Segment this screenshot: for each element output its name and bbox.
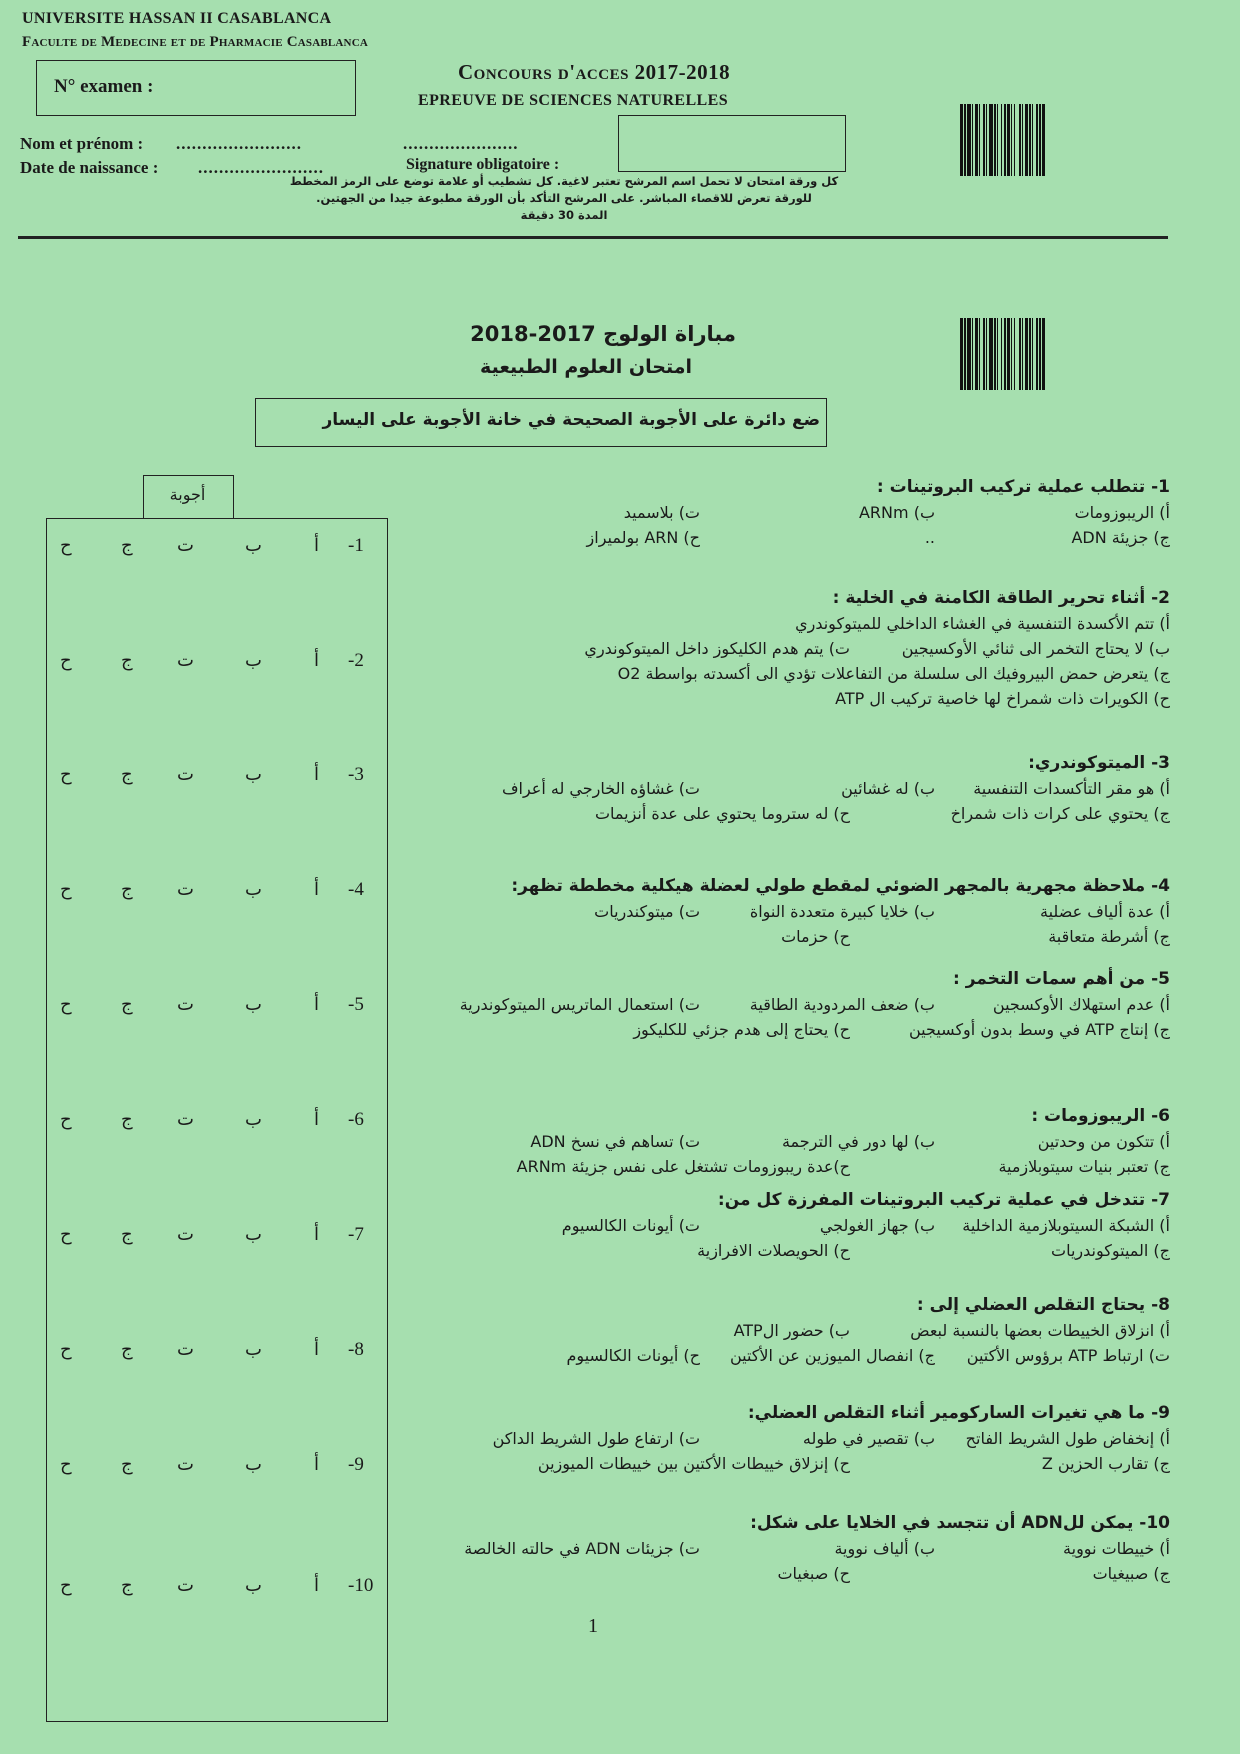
answer-option[interactable]: ت xyxy=(177,650,194,671)
answer-option[interactable]: ح xyxy=(60,1224,72,1245)
question-title: 3- الميتوكوندري: xyxy=(1028,753,1170,773)
answer-option[interactable]: ح xyxy=(60,1454,72,1475)
concours-title: Concours d'acces 2017-2018 xyxy=(458,60,731,84)
question-option: ب) لا يحتاج التخمر الى ثنائي الأوكسيجين xyxy=(901,639,1170,658)
question-option: ج) يحتوي على كرات ذات شمراخ xyxy=(950,804,1170,823)
answer-row-number: -8 xyxy=(348,1339,364,1360)
question-option: ت) بلاسميد xyxy=(623,503,700,522)
name-field-2[interactable]: ...................... xyxy=(403,134,519,153)
question-title: 6- الريبوزومات : xyxy=(1031,1106,1170,1126)
answer-row-number: -7 xyxy=(348,1224,364,1245)
epreuve-title: EPREUVE DE SCIENCES NATURELLES xyxy=(418,92,728,109)
answer-row xyxy=(46,764,386,794)
question-option: ب) لها دور في الترجمة xyxy=(781,1132,935,1151)
answer-row-number: -5 xyxy=(348,994,364,1015)
signature-box[interactable] xyxy=(618,115,846,172)
answer-row xyxy=(46,879,386,909)
question-option: أ) عدة ألياف عضلية xyxy=(1039,902,1170,921)
answer-option[interactable]: ب xyxy=(245,994,262,1015)
question-block xyxy=(450,1187,1170,1263)
question-option: ح) يحتاج إلى هدم جزئي للكليكوز xyxy=(633,1020,850,1039)
question-title: 10- يمكن للADN أن تتجسد في الخلايا على شكل: xyxy=(750,1513,1170,1533)
question-option: أ) إنخفاض طول الشريط الفاتح xyxy=(965,1429,1170,1448)
page-number: 1 xyxy=(588,1615,598,1637)
question-option: ح) أيونات الكالسيوم xyxy=(566,1346,700,1365)
question-option: أ) هو مقر التأكسدات التنفسية xyxy=(973,779,1170,798)
answer-row-number: -3 xyxy=(348,764,364,785)
question-options-line xyxy=(450,1536,1170,1561)
answer-option[interactable]: ب xyxy=(245,1339,262,1360)
answer-option[interactable]: أ xyxy=(314,650,320,671)
answer-option[interactable]: أ xyxy=(314,1224,320,1245)
question-options-line xyxy=(450,801,1170,826)
answer-option[interactable]: ت xyxy=(177,879,194,900)
question-block xyxy=(450,585,1170,711)
notice-line: للورقة تعرض للاقصاء المباشر. على المرشح التأكد بأن الورقة مطبوعة جيدا من الجهتين. xyxy=(316,191,812,205)
answer-option[interactable]: أ xyxy=(314,535,320,556)
question-option: ح) ARN بولميراز xyxy=(586,528,700,547)
question-option: ح)عدة ريبوزومات تشتغل على نفس جزيئة ARNm xyxy=(516,1157,850,1176)
question-option: ح) له ستروما يحتوي على عدة أنزيمات xyxy=(594,804,850,823)
question-option: ج) أشرطة متعاقبة xyxy=(1048,927,1170,946)
answer-option[interactable]: أ xyxy=(314,879,320,900)
answer-option[interactable]: ج xyxy=(121,764,133,785)
question-block xyxy=(450,1400,1170,1476)
question-option: ت) أيونات الكالسيوم xyxy=(561,1216,700,1235)
signature-label: Signature obligatoire : xyxy=(406,156,560,173)
answer-row xyxy=(46,1224,386,1254)
question-option: ج) صبيغيات xyxy=(1092,1564,1170,1583)
question-options-line xyxy=(450,924,1170,949)
question-options-line xyxy=(450,1318,1170,1343)
question-option: ت) غشاؤه الخارجي له أعراف xyxy=(501,779,700,798)
faculty-name: Faculte de Medecine et de Pharmacie Casablanca xyxy=(22,34,368,50)
question-options-line xyxy=(450,661,1170,686)
question-options-line xyxy=(450,1129,1170,1154)
question-block xyxy=(450,873,1170,949)
answer-option[interactable]: ب xyxy=(245,1109,262,1130)
question-options-line xyxy=(450,1426,1170,1451)
question-option: ح) إنزلاق خييطات الأكتين بين خييطات الميوزين xyxy=(537,1454,850,1473)
question-option: ب) ARNm xyxy=(858,503,935,522)
answer-option[interactable]: ت xyxy=(177,1109,194,1130)
question-option: ت) استعمال الماتريس الميتوكوندرية xyxy=(459,995,700,1014)
question-option: ب) له غشائين xyxy=(841,779,935,798)
question-option: ت) جزيئات ADN في حالته الخالصة xyxy=(464,1539,700,1558)
question-block xyxy=(450,750,1170,826)
question-title: 2- أثناء تحرير الطاقة الكامنة في الخلية : xyxy=(832,588,1170,608)
question-block xyxy=(450,966,1170,1042)
question-title: 4- ملاحظة مجهرية بالمجهر الضوئي لمقطع طولي لعضلة هيكلية مخططة تظهر: xyxy=(511,876,1170,896)
question-option: ج) يتعرض حمض البيروفيك الى سلسلة من التفاعلات تؤدي الى أكسدته بواسطة O2 xyxy=(617,664,1170,683)
answer-option[interactable]: ب xyxy=(245,535,262,556)
question-title: 1- تتطلب عملية تركيب البروتينات : xyxy=(876,477,1170,497)
question-options-line xyxy=(450,1451,1170,1476)
answer-option[interactable]: ح xyxy=(60,764,72,785)
question-option: ت) يتم هدم الكليكوز داخل الميتوكوندري xyxy=(584,639,850,658)
answer-option[interactable]: أ xyxy=(314,764,320,785)
answer-option[interactable]: أ xyxy=(314,1339,320,1360)
answer-option[interactable]: ح xyxy=(60,535,72,556)
answer-row-number: -10 xyxy=(348,1575,374,1596)
question-option: ح) الحويصلات الافرازية xyxy=(697,1241,850,1260)
question-options-line xyxy=(450,525,1170,550)
answer-option[interactable]: ب xyxy=(245,1224,262,1245)
answer-option[interactable]: أ xyxy=(314,1575,320,1596)
answer-option[interactable]: ج xyxy=(121,994,133,1015)
question-option: ب) جهاز الغولجي xyxy=(819,1216,935,1235)
question-option: ج) جزيئة ADN xyxy=(1071,528,1170,547)
answer-option[interactable]: أ xyxy=(314,994,320,1015)
answer-option[interactable]: ب xyxy=(245,1454,262,1475)
arabic-exam-subtitle: امتحان العلوم الطبيعية xyxy=(480,356,692,378)
question-option: ب) ضعف المردودية الطاقية xyxy=(749,995,935,1014)
question-option: ج) انفصال الميوزين عن الأكتين xyxy=(729,1346,935,1365)
question-options-line xyxy=(450,686,1170,711)
header-divider xyxy=(18,236,1168,239)
answer-option[interactable]: ب xyxy=(245,764,262,785)
answer-option[interactable]: ج xyxy=(121,1454,133,1475)
question-option: ت) ارتباط ATP برؤوس الأكتين xyxy=(966,1346,1170,1365)
answer-row-number: -6 xyxy=(348,1109,364,1130)
question-block xyxy=(450,1103,1170,1179)
answer-option[interactable]: ب xyxy=(245,650,262,671)
name-label: Nom et prénom : xyxy=(20,134,144,153)
question-option: أ) عدم استهلاك الأوكسجين xyxy=(992,995,1170,1014)
name-field-1[interactable]: ........................ xyxy=(176,134,302,153)
question-options-line xyxy=(450,1154,1170,1179)
question-options-line xyxy=(450,992,1170,1017)
answer-option[interactable]: ت xyxy=(177,1454,194,1475)
question-option: أ) الشبكة السيتوبلازمية الداخلية xyxy=(962,1216,1170,1235)
answer-option[interactable]: ت xyxy=(177,1575,194,1596)
answer-option[interactable]: ت xyxy=(177,1224,194,1245)
university-name: UNIVERSITE HASSAN II CASABLANCA xyxy=(22,10,332,27)
answer-row xyxy=(46,1109,386,1139)
answer-option[interactable]: ج xyxy=(121,1339,133,1360)
answer-row xyxy=(46,1454,386,1484)
question-option: ج) تعتبر بنيات سيتوبلازمية xyxy=(998,1157,1170,1176)
answer-option[interactable]: ح xyxy=(60,994,72,1015)
answer-row xyxy=(46,535,386,565)
question-title: 7- تتدخل في عملية تركيب البروتينات المفرزة كل من: xyxy=(717,1190,1170,1210)
question-option: ب) ألياف نووية xyxy=(834,1539,935,1558)
question-option: أ) الريبوزومات xyxy=(1074,503,1170,522)
answer-row-number: -9 xyxy=(348,1454,364,1475)
question-options-line xyxy=(450,899,1170,924)
answer-option[interactable]: ح xyxy=(60,1339,72,1360)
question-option: ح) صبغيات xyxy=(777,1564,850,1583)
answer-option[interactable]: ب xyxy=(245,879,262,900)
answer-sheet-title: أجوبة xyxy=(169,485,206,504)
question-options-line xyxy=(450,1017,1170,1042)
answer-option[interactable]: أ xyxy=(314,1454,320,1475)
question-title: 5- من أهم سمات التخمر : xyxy=(952,969,1170,989)
dob-label: Date de naissance : xyxy=(20,158,159,177)
question-option: ج) تقارب الحزين Z xyxy=(1041,1454,1170,1473)
answer-option[interactable]: ت xyxy=(177,535,194,556)
question-block xyxy=(450,474,1170,550)
exam-number-label: N° examen : xyxy=(54,76,154,97)
answer-option[interactable]: ت xyxy=(177,994,194,1015)
question-options-line xyxy=(450,611,1170,636)
instruction-text: ضع دائرة على الأجوبة الصحيحة في خانة الأجوبة على اليسار xyxy=(322,410,820,430)
answer-option[interactable]: أ xyxy=(314,1109,320,1130)
question-option: ح) الكويرات ذات شمراخ لها خاصية تركيب ال ATP xyxy=(835,689,1170,708)
answer-option[interactable]: ج xyxy=(121,650,133,671)
answer-option[interactable]: ج xyxy=(121,1224,133,1245)
answer-row xyxy=(46,1339,386,1369)
answer-option[interactable]: ج xyxy=(121,1575,133,1596)
question-option: ت) تساهم في نسخ ADN xyxy=(530,1132,700,1151)
question-options-line xyxy=(450,500,1170,525)
question-options-line xyxy=(450,636,1170,661)
answer-row xyxy=(46,994,386,1024)
question-options-line xyxy=(450,776,1170,801)
question-option: أ) تتم الأكسدة التنفسية في الغشاء الداخلي للميتوكوندري xyxy=(795,614,1170,633)
barcode-top xyxy=(960,104,1045,176)
question-options-line xyxy=(450,1213,1170,1238)
answer-option[interactable]: ح xyxy=(60,1109,72,1130)
answer-row xyxy=(46,1575,386,1605)
question-options-line xyxy=(450,1561,1170,1586)
question-option: أ) تتكون من وحدتين xyxy=(1037,1132,1170,1151)
answer-option[interactable]: ت xyxy=(177,1339,194,1360)
answer-row-number: -2 xyxy=(348,650,364,671)
answer-row-number: -1 xyxy=(348,535,364,556)
answer-option[interactable]: ج xyxy=(121,879,133,900)
question-block xyxy=(450,1510,1170,1586)
barcode-middle xyxy=(960,318,1045,390)
question-block xyxy=(450,1292,1170,1368)
answer-option[interactable]: ج xyxy=(121,535,133,556)
answer-option[interactable]: ب xyxy=(245,1575,262,1596)
answer-option[interactable]: ح xyxy=(60,879,72,900)
question-option: ج) إنتاج ATP في وسط بدون أوكسيجين xyxy=(909,1020,1170,1039)
answer-option[interactable]: ح xyxy=(60,1575,72,1596)
answer-option[interactable]: ج xyxy=(121,1109,133,1130)
question-title: 9- ما هي تغيرات الساركومير أثناء التقلص العضلي: xyxy=(747,1403,1170,1423)
question-option: ب) خلايا كبيرة متعددة النواة xyxy=(749,902,935,921)
question-option: ج) الميتوكوندريات xyxy=(1051,1241,1170,1260)
question-option: ت) ارتفاع طول الشريط الداكن xyxy=(492,1429,700,1448)
question-title: 8- يحتاج التقلص العضلي إلى : xyxy=(916,1295,1170,1315)
question-options-line xyxy=(450,1343,1170,1368)
question-options-line xyxy=(450,1238,1170,1263)
notice-line: كل ورقة امتحان لا تحمل اسم المرشح تعتبر لاغية. كل تشطيب أو علامة توضع على الرمز المخطط xyxy=(289,174,839,188)
answer-option[interactable]: ت xyxy=(177,764,194,785)
answer-row xyxy=(46,650,386,680)
notice-line: المدة 30 دقيقة xyxy=(520,208,608,222)
question-option: ب) تقصير في طوله xyxy=(802,1429,935,1448)
answer-row-number: -4 xyxy=(348,879,364,900)
arabic-exam-title: مباراة الولوج 2017-2018 xyxy=(470,322,736,346)
answer-option[interactable]: ح xyxy=(60,650,72,671)
question-option: ت) ميتوكندريات xyxy=(594,902,700,921)
question-option: .. xyxy=(924,528,935,547)
question-option: ب) حضور الATP xyxy=(733,1321,850,1340)
notice xyxy=(244,173,884,224)
question-option: ح) حزمات xyxy=(781,927,850,946)
question-option: أ) خييطات نووية xyxy=(1063,1539,1170,1558)
question-option: أ) انزلاق الخييطات بعضها بالنسبة لبعض xyxy=(910,1321,1170,1340)
dob-field[interactable]: ........................ xyxy=(198,158,324,177)
